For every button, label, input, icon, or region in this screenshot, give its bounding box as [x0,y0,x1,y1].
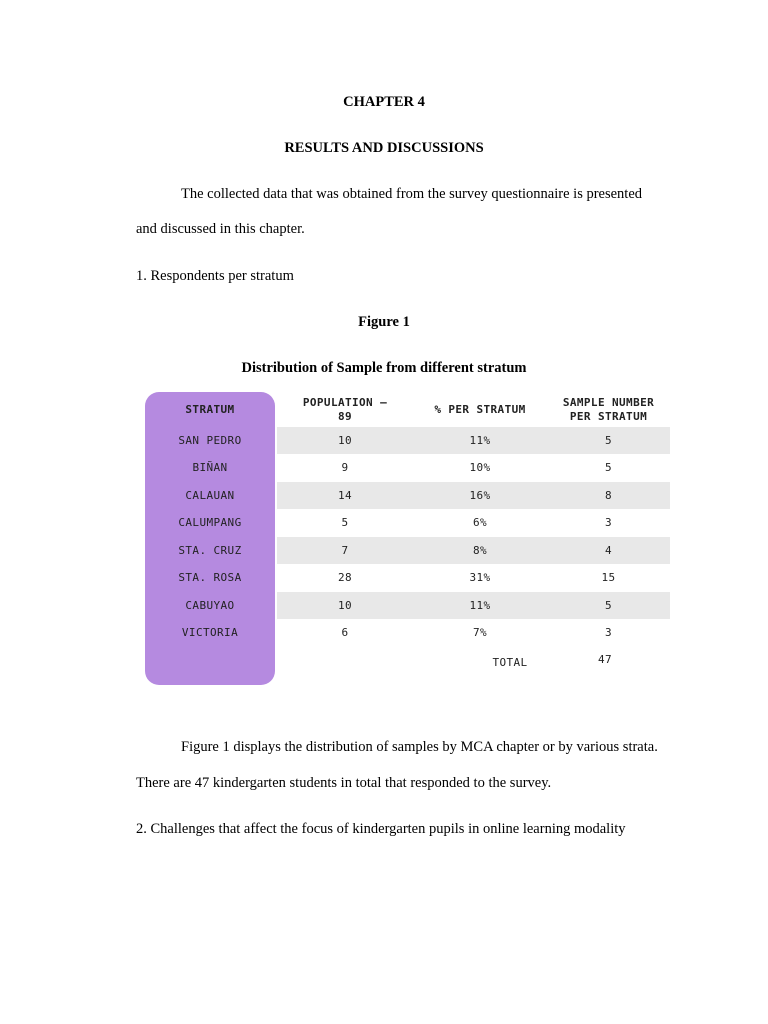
header-stratum: STRATUM [185,403,235,416]
stratum-cell: CALUMPANG [178,516,242,529]
table-row [277,564,670,591]
section-heading: RESULTS AND DISCUSSIONS [284,140,484,156]
stratum-cell: STA. CRUZ [178,544,242,557]
header-sample-line2: PER STRATUM [569,410,648,423]
chapter-title: CHAPTER 4 [343,94,425,110]
percent-cell: 11% [469,434,491,447]
stratum-cell: STA. ROSA [178,571,242,584]
para2-line2: There are 47 kindergarten students in total that responded to the survey. [136,775,552,791]
stratum-cell: CALAUAN [185,489,235,502]
sample-cell: 5 [604,599,613,612]
stratum-table-figure [145,392,675,688]
figure-label: Figure 1 [358,314,410,330]
total-label: TOTAL [492,656,528,669]
stratum-cell: VICTORIA [181,626,239,639]
percent-cell: 7% [472,626,488,639]
population-cell: 28 [337,571,353,584]
sample-cell: 3 [604,516,613,529]
stratum-cell: SAN PEDRO [178,434,242,447]
table-row [277,537,670,564]
section2-heading: 2. Challenges that affect the focus of kindergarten pupils in online learning modality [136,821,626,837]
percent-cell: 6% [472,516,488,529]
table-row [277,619,670,646]
header-population-line2: 89 [337,410,353,423]
population-cell: 6 [341,626,349,639]
header-sample-line1: SAMPLE NUMBER [562,396,655,409]
sample-cell: 5 [604,434,613,447]
intro-paragraph-line2: and discussed in this chapter. [136,221,305,237]
table-row [277,509,670,536]
sample-cell: 3 [604,626,613,639]
sample-cell: 5 [604,461,613,474]
figure-caption: Distribution of Sample from different stratum [241,360,527,376]
table-row [277,482,670,509]
sample-cell: 4 [604,544,613,557]
population-cell: 9 [341,461,349,474]
header-sample [547,396,670,424]
total-value: 47 [597,653,613,666]
sample-cell: 8 [604,489,613,502]
header-population [277,396,413,424]
percent-cell: 16% [469,489,491,502]
percent-cell: 10% [469,461,491,474]
header-percent: % PER STRATUM [434,403,526,416]
header-population-line1: POPULATION – [302,396,388,409]
stratum-cell: CABUYAO [185,599,235,612]
percent-cell: 8% [472,544,488,557]
table-row [277,454,670,481]
population-cell: 10 [337,434,353,447]
percent-cell: 31% [469,571,491,584]
intro-paragraph-line1: The collected data that was obtained from the survey questionnaire is presented [181,186,643,202]
population-cell: 5 [341,516,349,529]
percent-cell: 11% [469,599,491,612]
population-cell: 14 [337,489,353,502]
population-cell: 7 [341,544,349,557]
para2-line1: Figure 1 displays the distribution of samples by MCA chapter or by various strata. [181,739,658,755]
population-cell: 10 [337,599,353,612]
table-row [277,592,670,619]
table-row [277,427,670,454]
sample-cell: 15 [601,571,616,584]
stratum-cell: BIÑAN [192,461,228,474]
section1-heading: 1. Respondents per stratum [136,268,294,284]
